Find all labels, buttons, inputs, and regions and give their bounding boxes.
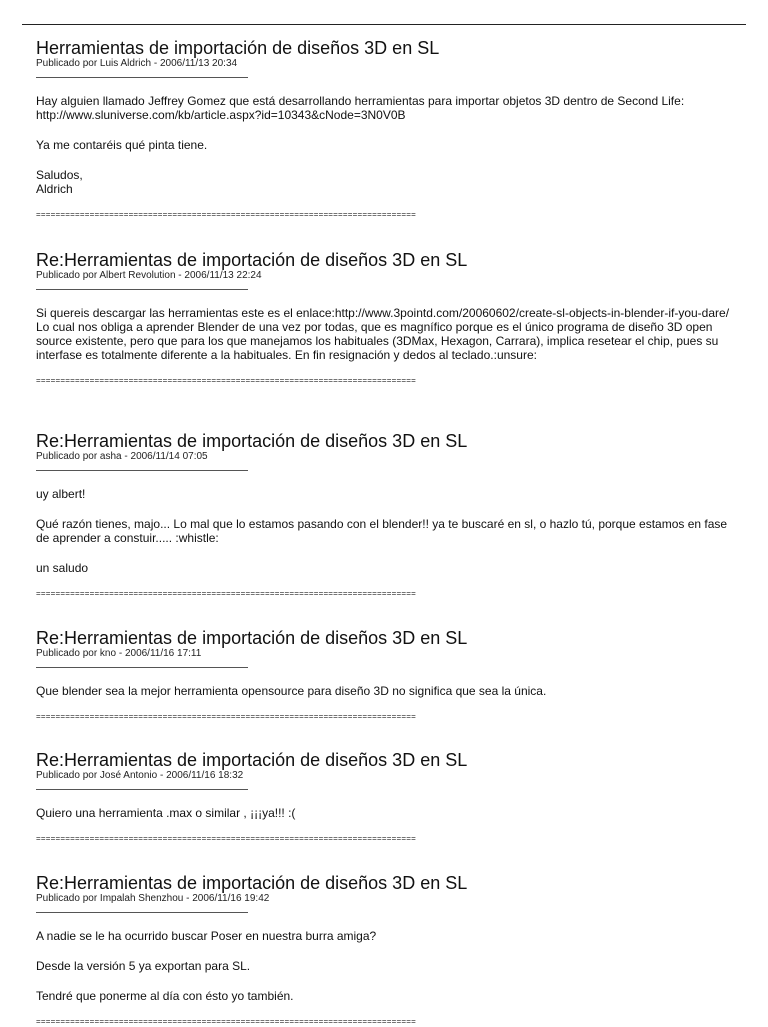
post-body — [36, 306, 736, 362]
post-separator: ============================================================================== — [36, 1017, 417, 1026]
post-body — [36, 929, 736, 1003]
post-author-date: Publicado por José Antonio - 2006/11/16 18:32 — [36, 770, 244, 781]
post-paragraph: Tendré que ponerme al día con ésto yo también. — [36, 989, 294, 1003]
post-separator: ============================================================================== — [36, 834, 417, 843]
meta-divider — [36, 77, 248, 78]
post-paragraph: Desde la versión 5 ya exportan para SL. — [36, 959, 251, 973]
forum-post — [36, 250, 736, 386]
meta-divider — [36, 789, 248, 790]
post-paragraph: Saludos, Aldrich — [36, 168, 83, 196]
post-author-date: Publicado por kno - 2006/11/16 17:11 — [36, 648, 202, 659]
post-separator: ============================================================================== — [36, 712, 417, 721]
forum-post — [36, 38, 736, 220]
post-title: Re:Herramientas de importación de diseños 3D en SL — [36, 750, 468, 770]
post-paragraph: un saludo — [36, 561, 89, 575]
post-author-date: Publicado por Impalah Shenzhou - 2006/11/16 19:42 — [36, 893, 270, 904]
post-separator: ============================================================================== — [36, 376, 417, 385]
forum-post — [36, 431, 736, 599]
meta-divider — [36, 912, 248, 913]
post-title: Re:Herramientas de importación de diseños 3D en SL — [36, 628, 468, 648]
post-separator: ============================================================================== — [36, 210, 417, 219]
forum-post — [36, 750, 736, 844]
post-body — [36, 684, 736, 698]
page-top-rule — [22, 24, 746, 25]
post-author-date: Publicado por Luis Aldrich - 2006/11/13 20:34 — [36, 58, 238, 69]
meta-divider — [36, 470, 248, 471]
post-paragraph: uy albert! — [36, 487, 86, 501]
post-paragraph: Hay alguien llamado Jeffrey Gomez que está desarrollando herramientas para importar objetos 3D dentro de Second Life: http://www.sluniverse.com/kb/article.aspx?id=10343&cNode=3N0V0B — [36, 94, 685, 122]
post-body — [36, 806, 736, 820]
post-title: Re:Herramientas de importación de diseños 3D en SL — [36, 250, 468, 270]
post-author-date: Publicado por asha - 2006/11/14 07:05 — [36, 451, 208, 462]
post-paragraph: Quiero una herramienta .max o similar , ¡¡¡ya!!! :( — [36, 806, 296, 820]
meta-divider — [36, 289, 248, 290]
post-separator: ============================================================================== — [36, 589, 417, 598]
post-paragraph: Si quereis descargar las herramientas este es el enlace:http://www.3pointd.com/20060602/create-sl-objects-in-blender-if-you-dare/ Lo cual nos obliga a aprender Blender de una vez por todas, que es magnífico porque es el único programa de diseño 3D open source existente, pero que para los que manejamos los habituales (3DMax, Hexagon, Carrara), implica resetear el chip, pues su interfase es totalmente diferente a la habituales. En fin resignación y dedos al teclado.:unsure: — [36, 306, 730, 362]
forum-post — [36, 628, 736, 722]
post-body — [36, 94, 736, 196]
post-title: Herramientas de importación de diseños 3D en SL — [36, 38, 440, 58]
post-body — [36, 487, 736, 575]
forum-post — [36, 873, 736, 1027]
post-paragraph: A nadie se le ha ocurrido buscar Poser en nuestra burra amiga? — [36, 929, 377, 943]
post-paragraph: Qué razón tienes, majo... Lo mal que lo estamos pasando con el blender!! ya te buscaré en sl, o hazlo tú, porque estamos en fase de aprender a constuir..... :whistle: — [36, 517, 728, 545]
post-title: Re:Herramientas de importación de diseños 3D en SL — [36, 431, 468, 451]
post-author-date: Publicado por Albert Revolution - 2006/11/13 22:24 — [36, 270, 262, 281]
meta-divider — [36, 667, 248, 668]
post-title: Re:Herramientas de importación de diseños 3D en SL — [36, 873, 468, 893]
post-paragraph: Que blender sea la mejor herramienta opensource para diseño 3D no significa que sea la única. — [36, 684, 547, 698]
post-paragraph: Ya me contaréis qué pinta tiene. — [36, 138, 208, 152]
